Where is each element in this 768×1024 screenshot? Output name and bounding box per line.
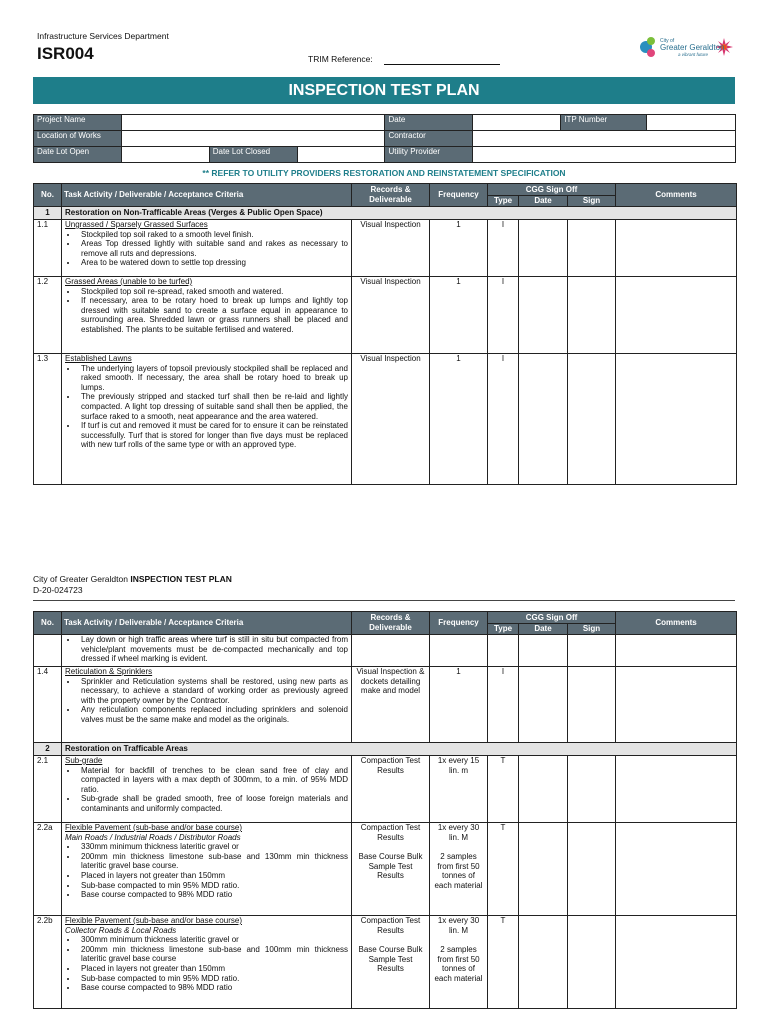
list-item: • 200mm min thickness limestone sub-base and 130mm min thickness lateritic gravel base course. [78,852,348,871]
col-comments: Comments [616,612,737,635]
section-title: Restoration on Non-Trafficable Areas (Verges & Public Open Space) [62,207,737,220]
comments-cell[interactable] [616,220,737,277]
date-lot-open-label: Date Lot Open [34,147,122,163]
table-row [34,756,737,823]
footer-doc-title: INSPECTION TEST PLAN [130,574,232,584]
project-name-field[interactable] [121,115,385,131]
sign-cell[interactable] [568,354,616,485]
date-cell[interactable] [519,354,568,485]
sign-cell[interactable] [568,667,616,743]
type-cell: I [488,277,519,354]
sign-cell[interactable] [568,823,616,916]
col-frequency: Frequency [430,184,488,207]
frequency-cell [430,635,488,667]
records-cell [352,823,430,916]
task-cell [62,756,352,823]
records-line: Base Course Bulk Sample Test Results [358,945,423,974]
records-cell: Visual Inspection [352,354,430,485]
item-number: 2.1 [34,756,62,823]
section-number: 2 [34,743,62,756]
list-item: • Stockpiled top soil re-spread, raked smooth and watered. [78,287,348,297]
col-date: Date [519,196,568,207]
records-cell: Visual Inspection & dockets detailing make and model [352,667,430,743]
task-title: Reticulation & Sprinklers [65,667,153,676]
table-row [34,220,737,277]
col-frequency: Frequency [430,612,488,635]
refer-note: ** REFER TO UTILITY PROVIDERS RESTORATION AND REINSTATEMENT SPECIFICATION [202,168,566,178]
frequency-cell: 1 [430,667,488,743]
frequency-line: 1x every 30 lin. M [437,916,480,935]
type-cell: I [488,354,519,485]
svg-text:a vibrant future: a vibrant future [678,52,709,57]
frequency-line: 1x every 30 lin. M [437,823,480,842]
records-cell [352,916,430,1009]
list-item: • Sub-base compacted to min 95% MDD ratio. [78,881,348,891]
date-lot-closed-field[interactable] [297,147,385,163]
city-logo-icon [638,32,736,66]
list-item: • Material for backfill of trenches to be clean sand free of clay and compacted in layers with a max depth of 300mm, to a min. of 95% MDD ratio. [78,766,348,795]
task-title: Established Lawns [65,354,132,363]
project-name-label: Project Name [34,115,122,131]
task-title: Sub-grade [65,756,103,765]
records-cell: Visual Inspection [352,277,430,354]
records-line: Compaction Test Results [360,916,421,935]
frequency-cell: 1 [430,277,488,354]
task-subtitle: Main Roads / Industrial Roads / Distributor Roads [65,832,241,842]
col-records: Records & Deliverable [352,184,430,207]
trim-reference-field[interactable] [384,64,500,65]
records-cell: Visual Inspection [352,220,430,277]
list-item: • Sub-grade shall be graded smooth, free of loose foreign materials and contaminants and uniformly compacted. [78,794,348,813]
contractor-label: Contractor [385,131,473,147]
date-lot-open-field[interactable] [121,147,209,163]
task-cell [62,354,352,485]
frequency-cell: 1x every 15 lin. m [430,756,488,823]
item-number: 1.3 [34,354,62,485]
utility-provider-label: Utility Provider [385,147,473,163]
list-item: • Lay down or high traffic areas where turf is still in situ but compacted from vehicle/plant movements must be de-compacted mechanically and top dressed if wheel marking is evident. [78,635,348,664]
comments-cell[interactable] [616,277,737,354]
table-row [34,635,737,667]
records-line: Base Course Bulk Sample Test Results [358,852,423,881]
city-logo [638,32,736,66]
records-cell [352,635,430,667]
task-cell [62,667,352,743]
task-cell [62,916,352,1009]
date-lot-closed-label: Date Lot Closed [209,147,297,163]
utility-provider-field[interactable] [473,147,736,163]
item-number: 2.2b [34,916,62,1009]
item-number: 2.2a [34,823,62,916]
task-subtitle: Collector Roads & Local Roads [65,925,177,935]
list-item: • Stockpiled top soil raked to a smooth level finish. [78,230,348,240]
list-item: • The previously stripped and stacked turf shall then be re-laid and lightly compacted. A light top dressing of suitable sand shall then be applied, the surface raked to a smooth, neat appearance and the area watered. [78,392,348,421]
col-sign: Sign [568,624,616,635]
date-label: Date [385,115,473,131]
list-item: • If turf is cut and removed it must be cared for to ensure it can be reinstated successfully. Turf that is stored for longer than five days must be replaced with new turf rolls of the same type or with an approved type. [78,421,348,450]
comments-cell[interactable] [616,635,737,667]
footer-doc-ref: D-20-024723 [33,585,83,595]
task-title: Flexible Pavement (sub-base and/or base course) [65,823,242,832]
list-item: • Area to be watered down to settle top dressing [78,258,348,268]
list-item: • Any reticulation components replaced including sprinklers and solenoid valves must be the same make and model as the originals. [78,705,348,724]
frequency-line: 2 samples from first 50 tonnes of each material [434,945,483,983]
task-cell [62,277,352,354]
section-number: 1 [34,207,62,220]
trim-reference-label: TRIM Reference: [308,54,373,64]
type-cell: I [488,667,519,743]
task-title: Grassed Areas (unable to be turfed) [65,277,193,286]
table-row [34,667,737,743]
document-code: ISR004 [37,44,94,63]
records-cell: Compaction Test Results [352,756,430,823]
list-item: • 300mm minimum thickness lateritic gravel or [78,935,348,945]
sign-cell[interactable] [568,277,616,354]
list-item: • Placed in layers not greater than 150mm [78,871,348,881]
date-cell[interactable] [519,635,568,667]
item-number: 1.4 [34,667,62,743]
col-no: No. [34,184,62,207]
comments-cell[interactable] [616,756,737,823]
task-cell [62,220,352,277]
type-cell: I [488,220,519,277]
list-item: • Placed in layers not greater than 150mm [78,964,348,974]
col-records: Records & Deliverable [352,612,430,635]
date-cell[interactable] [519,916,568,1009]
type-cell: T [488,756,519,823]
date-field[interactable] [473,115,561,131]
sign-cell[interactable] [568,220,616,277]
task-cell [62,635,352,667]
col-date: Date [519,624,568,635]
col-signoff: CGG Sign Off [488,184,616,196]
comments-cell[interactable] [616,667,737,743]
sign-cell[interactable] [568,635,616,667]
table-row [34,916,737,1009]
sign-cell[interactable] [568,916,616,1009]
col-sign: Sign [568,196,616,207]
page-title-banner: INSPECTION TEST PLAN [33,77,735,104]
col-type: Type [488,196,519,207]
col-task: Task Activity / Deliverable / Acceptance Criteria [62,184,352,207]
item-number [34,635,62,667]
list-item: • Sprinkler and Reticulation systems shall be restored, using new parts as necessary, to achieve a standard of working order as previously agreed with the property owner by the Contractor. [78,677,348,706]
item-number: 1.1 [34,220,62,277]
col-type: Type [488,624,519,635]
location-field[interactable] [121,131,385,147]
date-cell[interactable] [519,667,568,743]
col-no: No. [34,612,62,635]
col-signoff: CGG Sign Off [488,612,616,624]
section-title: Restoration on Trafficable Areas [62,743,737,756]
itp-number-label: ITP Number [561,115,647,131]
list-item: • Sub-base compacted to min 95% MDD ratio. [78,974,348,984]
itp-table-page1 [33,183,737,485]
task-cell [62,823,352,916]
svg-text:Greater Geraldton: Greater Geraldton [660,43,725,52]
itp-table-page2 [33,611,737,1009]
comments-cell[interactable] [616,354,737,485]
comments-cell[interactable] [616,916,737,1009]
date-cell[interactable] [519,756,568,823]
type-cell: T [488,823,519,916]
records-line: Compaction Test Results [360,823,421,842]
frequency-cell [430,823,488,916]
department-name: Infrastructure Services Department [37,31,169,41]
col-task: Task Activity / Deliverable / Acceptance Criteria [62,612,352,635]
contractor-field[interactable] [473,131,736,147]
divider [33,600,735,601]
col-comments: Comments [616,184,737,207]
type-cell [488,635,519,667]
footer-title [33,574,232,584]
table-row [34,354,737,485]
list-item: • The underlying layers of topsoil previously stockpiled shall be replaced and raked smooth. If necessary, the area shall be rotary hoed to break up lumps. [78,364,348,393]
list-item: • Base course compacted to 98% MDD ratio [78,983,348,993]
frequency-cell: 1 [430,220,488,277]
frequency-line: 2 samples from first 50 tonnes of each material [434,852,483,890]
task-title: Ungrassed / Sparsely Grassed Surfaces [65,220,208,229]
frequency-cell: 1 [430,354,488,485]
list-item: • If necessary, area to be rotary hoed to break up lumps and lightly top dressed with suitable sand to create a surface equal in appearance to surrounding area. Shredded lawn or grass runners shall be placed and established. The plants to be suitable fertilised and watered. [78,296,348,334]
task-title: Flexible Pavement (sub-base and/or base course) [65,916,242,925]
footer-org: City of Greater Geraldton [33,574,128,584]
list-item: • Base course compacted to 98% MDD ratio [78,890,348,900]
sign-cell[interactable] [568,756,616,823]
project-info-table [33,114,736,163]
item-number: 1.2 [34,277,62,354]
date-cell[interactable] [519,277,568,354]
type-cell: T [488,916,519,1009]
frequency-cell [430,916,488,1009]
comments-cell[interactable] [616,823,737,916]
date-cell[interactable] [519,823,568,916]
list-item: • 330mm minimum thickness lateritic gravel or [78,842,348,852]
list-item: • 200mm min thickness limestone sub-base and 100mm min thickness lateritic gravel base course [78,945,348,964]
table-row [34,277,737,354]
svg-text:City of: City of [660,38,675,44]
list-item: • Areas Top dressed lightly with suitable sand and rakes as necessary to remove all ruts and depressions. [78,239,348,258]
table-row [34,823,737,916]
location-label: Location of Works [34,131,122,147]
itp-number-field[interactable] [647,115,736,131]
date-cell[interactable] [519,220,568,277]
